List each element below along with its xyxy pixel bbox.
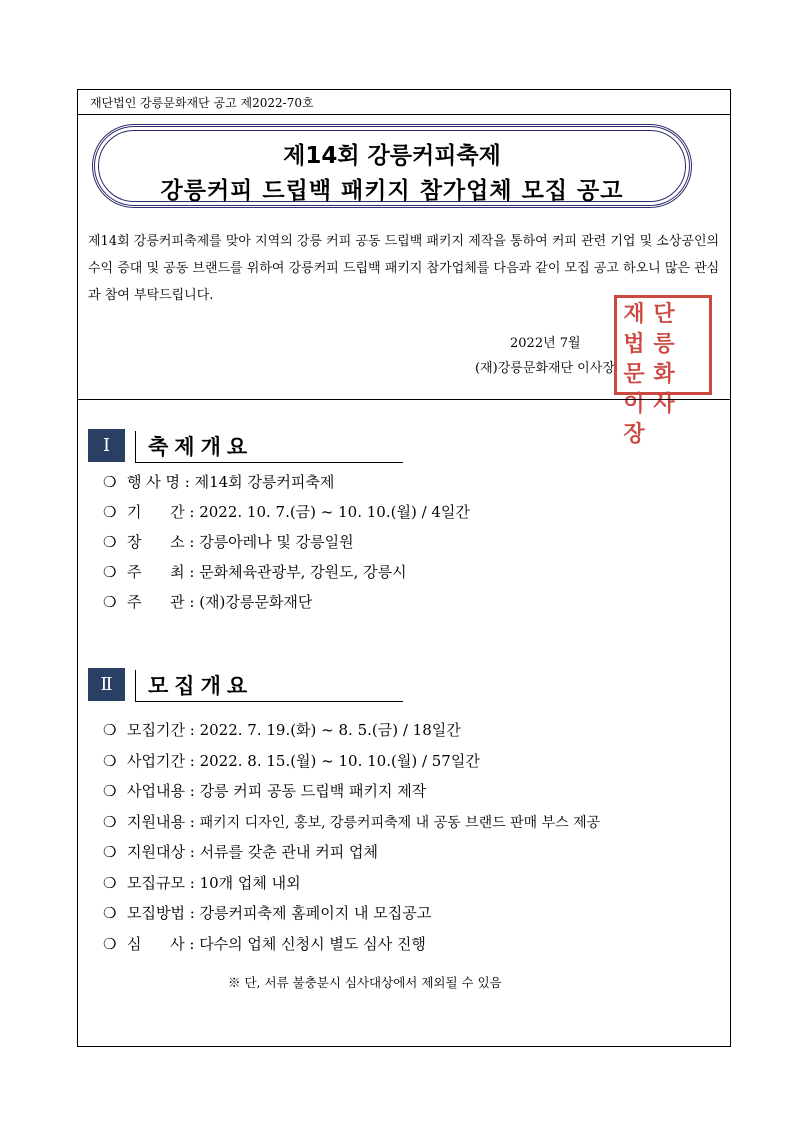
official-seal: 재 단 법 릉 문 화 이 사 장 <box>614 295 712 395</box>
section-number-badge: Ⅰ <box>88 429 125 462</box>
title-line1: 제14회 강릉커피축제 <box>283 143 501 169</box>
title-line2: 강릉커피 드립백 패키지 참가업체 모집 공고 <box>160 178 624 204</box>
section-number-badge: Ⅱ <box>88 668 125 701</box>
list-item: ❍ 심 사 : 다수의 업체 신청시 별도 심사 진행 <box>103 934 426 953</box>
list-item: ❍ 모집방법 : 강릉커피축제 홈페이지 내 모집공고 <box>103 904 432 922</box>
list-item: ❍ 장 소 : 강릉아레나 및 강릉일원 <box>103 533 354 551</box>
footnote: ※ 단, 서류 불충분시 심사대상에서 제외될 수 있음 <box>228 975 502 990</box>
list-item: ❍ 모집기간 : 2022. 7. 19.(화) ~ 8. 5.(금) / 18일간 <box>103 721 461 739</box>
list-item: ❍ 모집규모 : 10개 업체 내외 <box>103 873 301 892</box>
notice-number: 재단법인 강릉문화재단 공고 제2022-70호 <box>90 96 314 110</box>
section-title: 축제개요 <box>148 435 254 459</box>
notice-date: 2022년 7월 <box>510 336 581 351</box>
issuer: (재)강릉문화재단 이사장 <box>475 361 615 376</box>
list-item: ❍ 사업기간 : 2022. 8. 15.(월) ~ 10. 10.(월) / 57일간 <box>103 751 480 770</box>
title-box <box>92 124 692 208</box>
section-title: 모집개요 <box>148 674 254 698</box>
list-item: ❍ 지원내용 : 패키지 디자인, 홍보, 강릉커피축제 내 공동 브랜드 판매 부스 제공 <box>103 812 601 831</box>
section1-list <box>103 467 470 617</box>
divider <box>77 399 731 400</box>
list-item: ❍ 행 사 명 : 제14회 강릉커피축제 <box>103 473 335 491</box>
list-item: ❍ 주 최 : 문화체육관광부, 강원도, 강릉시 <box>103 563 407 581</box>
list-item: ❍ 기 간 : 2022. 10. 7.(금) ~ 10. 10.(월) / 4일간 <box>103 503 470 521</box>
list-item: ❍ 지원대상 : 서류를 갖춘 관내 커피 업체 <box>103 843 379 861</box>
list-item: ❍ 사업내용 : 강릉 커피 공동 드립백 패키지 제작 <box>103 782 427 800</box>
divider <box>77 114 731 115</box>
section2-list <box>103 715 600 959</box>
intro-paragraph: 제14회 강릉커피축제를 맞아 지역의 강릉 커피 공동 드립백 패키지 제작을 통하여 커피 관련 기업 및 소상공인의 수익 증대 및 공동 브랜드를 위하여 강릉커피 드립백 패키지 참가업체를 다음과 같이 모집 공고 하오니 많은 관심과 참여 부탁드립니다. <box>88 234 720 303</box>
list-item: ❍ 주 관 : (재)강릉문화재단 <box>103 593 313 611</box>
